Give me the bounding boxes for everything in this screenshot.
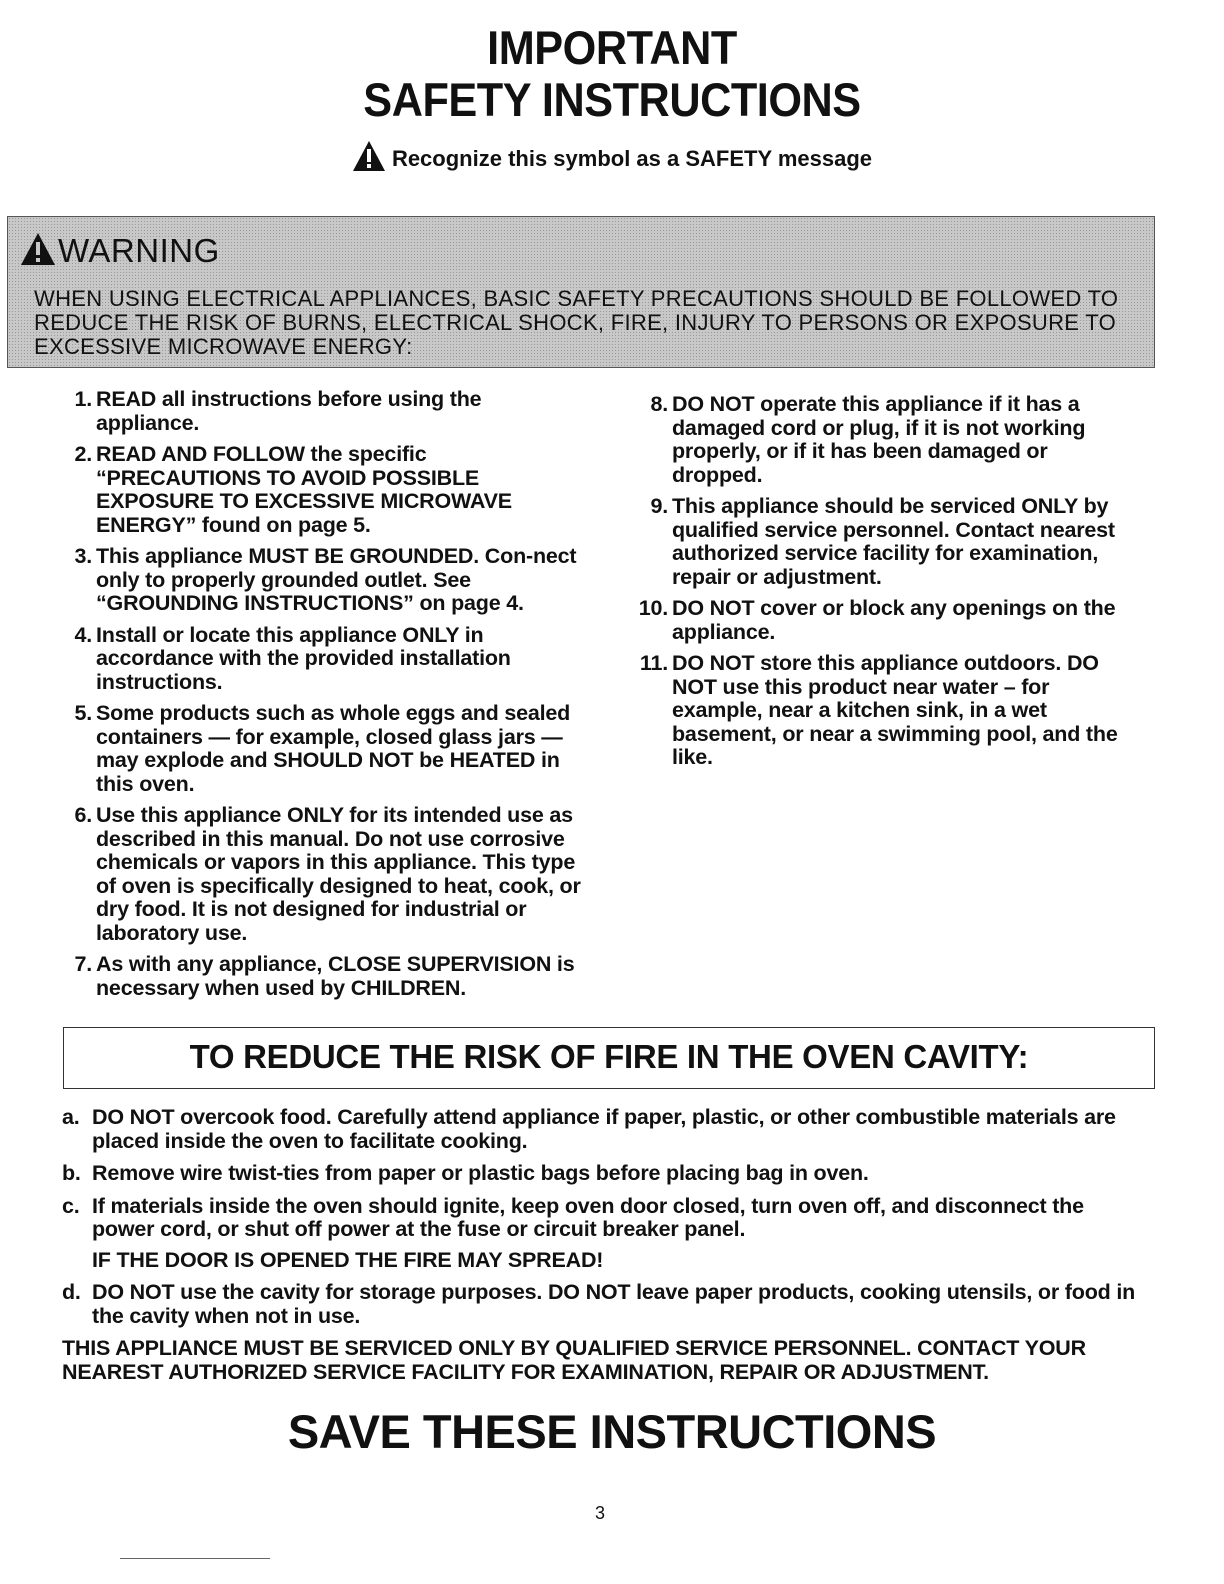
instruction-item: 7. As with any appliance, CLOSE SUPERVISION is necessary when used by CHILDREN. — [74, 952, 575, 1000]
page-number: 3 — [594, 1503, 605, 1523]
fire-risk-heading: TO REDUCE THE RISK OF FIRE IN THE OVEN CAVITY: — [189, 1038, 1029, 1075]
service-note: THIS APPLIANCE MUST BE SERVICED ONLY BY QUALIFIED SERVICE PERSONNEL. CONTACT YOUR NEAREST AUTHORIZED SERVICE FACILITY FOR EXAMINATION, REPAIR OR ADJUSTMENT. — [62, 1336, 1086, 1384]
instruction-item: 4. Install or locate this appliance ONLY in accordance with the provided installation instructions. — [74, 622, 511, 694]
fire-item: c. If materials inside the oven should ignite, keep oven door closed, turn oven off, and disconnect the power cord, or shut off power at the fuse or circuit breaker panel. — [62, 1193, 1084, 1241]
instruction-item: 10. DO NOT cover or block any openings on the appliance. — [638, 596, 1116, 644]
instruction-item: 3. This appliance MUST BE GROUNDED. Con-nect only to properly grounded outlet. See “GROUNDING INSTRUCTIONS” on page 4. — [74, 544, 577, 615]
instructions-right-column — [638, 393, 1138, 778]
page-title — [0, 22, 1224, 126]
warning-heading — [20, 231, 220, 275]
instruction-item: 8. DO NOT operate this appliance if it has a damaged cord or plug, if it is not working properly, or if it has been damaged or dropped. — [650, 392, 1086, 487]
fire-risk-heading-box — [63, 1027, 1155, 1089]
warning-triangle-icon — [352, 140, 386, 181]
warning-label: WARNING — [58, 232, 220, 269]
fire-item: a. DO NOT overcook food. Carefully attend appliance if paper, plastic, or other combustible materials are placed inside the oven to facilitate cooking. — [62, 1105, 1116, 1153]
instruction-item: 9. This appliance should be serviced ONLY by qualified service personnel. Contact nearest authorized service facility for examination, repair or adjustment. — [650, 494, 1115, 589]
symbol-note-text: Recognize this symbol as a SAFETY message — [391, 146, 873, 171]
warning-triangle-icon — [20, 232, 56, 275]
must-emphasis: MUST — [243, 1336, 304, 1360]
title-line-2: SAFETY INSTRUCTIONS — [363, 73, 861, 126]
instruction-item: 1. READ all instructions before using the appliance. — [74, 387, 482, 435]
fire-risk-list — [62, 1106, 1142, 1384]
scan-artifact-line — [120, 1558, 270, 1559]
instruction-item: 6. Use this appliance ONLY for its intended use as described in this manual. Do not use corrosive chemicals or vapors in this appliance. This type of oven is specifically designed to heat, cook, or dry food. It is not designed for industrial or laboratory use. — [74, 803, 581, 945]
instruction-item: 11. DO NOT store this appliance outdoors. DO NOT use this product near water – for example, near a kitchen sink, in a wet basement, or near a swimming pool, and the like. — [639, 651, 1118, 769]
fire-item: d. DO NOT use the cavity for storage purposes. DO NOT leave paper products, cooking utensils, or food in the cavity when not in use. — [62, 1280, 1136, 1328]
warning-text: WHEN USING ELECTRICAL APPLIANCES, BASIC SAFETY PRECAUTIONS SHOULD BE FOLLOWED TO REDUCE THE RISK OF BURNS, ELECTRICAL SHOCK, FIRE, INJURY TO PERSONS OR EXPOSURE TO EXCESSIVE MICROWAVE ENERGY: — [34, 286, 1119, 359]
instructions-left-column — [64, 388, 584, 1008]
instruction-item: 5. Some products such as whole eggs and sealed containers — for example, closed glass jars — may explode and SHOULD NOT be HEATED in this oven. — [74, 701, 571, 796]
save-instructions-heading: SAVE THESE INSTRUCTIONS — [287, 1405, 937, 1458]
warning-box — [7, 216, 1155, 368]
instruction-item: 2. READ AND FOLLOW the specific “PRECAUTIONS TO AVOID POSSIBLE EXPOSURE TO EXCESSIVE MICROWAVE ENERGY” found on page 5. — [74, 442, 512, 537]
safety-symbol-note — [0, 140, 1224, 181]
fire-item: b. Remove wire twist-ties from paper or plastic bags before placing bag in oven. — [62, 1161, 869, 1185]
fire-spread-warning: IF THE DOOR IS OPENED THE FIRE MAY SPREAD! — [92, 1247, 604, 1272]
title-line-1: IMPORTANT — [487, 21, 737, 74]
